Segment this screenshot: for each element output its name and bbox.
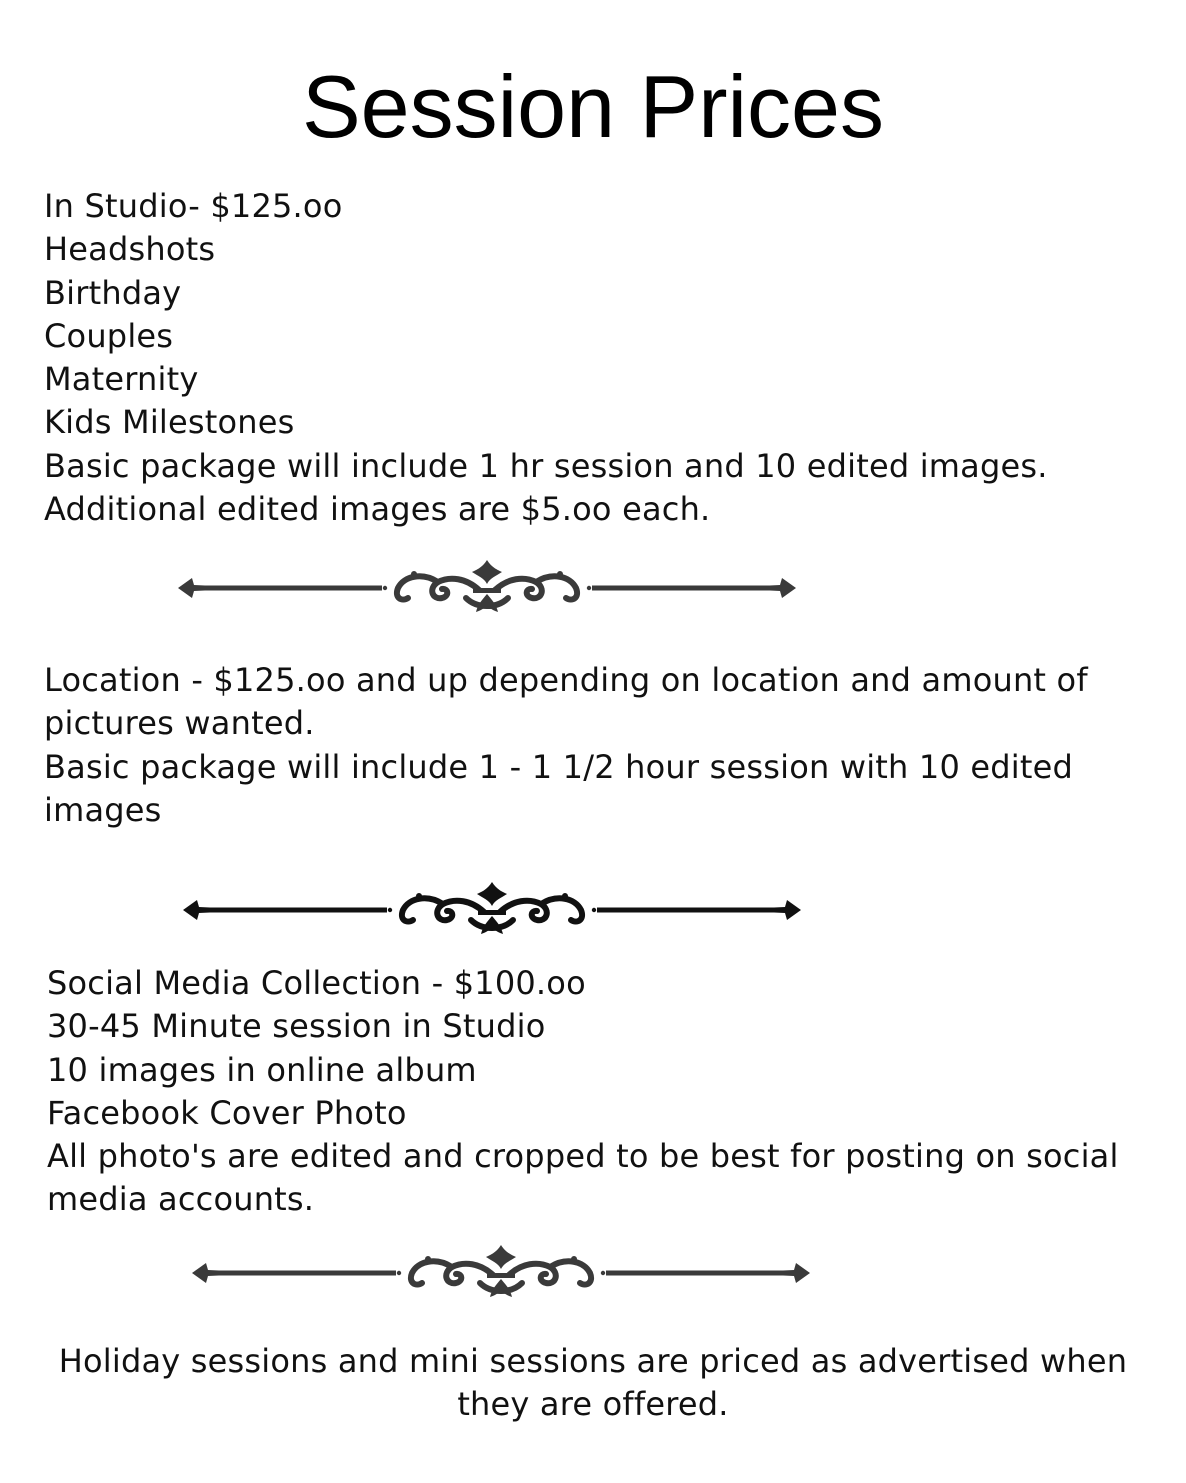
in-studio-package-text: Basic package will include 1 hr session and 10 edited images. [44,446,1048,485]
ornamental-divider-icon [181,880,803,940]
list-item: 30-45 Minute session in Studio [47,1007,546,1046]
holiday-note: Holiday sessions and mini sessions are priced as advertised when they are offered. [58,1342,1128,1424]
list-item: Birthday [44,273,182,312]
list-item: Headshots [44,230,216,269]
location-package-text: Basic package will include 1 - 1 1/2 hour session with 10 edited images [44,747,1074,829]
ornamental-divider-icon [176,558,798,618]
list-item: Maternity [44,360,199,399]
social-media-price: Social Media Collection - $100.oo [47,964,586,1002]
holiday-section [40,1340,1146,1427]
in-studio-price: In Studio- $125.oo [44,187,343,225]
in-studio-additional-text: Additional edited images are $5.oo each. [44,490,711,529]
list-item: Kids Milestones [44,403,295,442]
list-item: Facebook Cover Photo [47,1093,407,1132]
ornamental-divider-icon [190,1243,812,1303]
page-title: Session Prices [301,57,884,156]
social-media-section [47,962,1157,1222]
location-price-text: Location - $125.oo and up depending on location and amount of pictures wanted. [44,661,1088,743]
in-studio-section [44,185,1164,531]
list-item: Couples [44,316,174,355]
location-section [44,659,1104,832]
social-media-note: All photo's are edited and cropped to be best for posting on social media accounts. [47,1137,1119,1219]
list-item: 10 images in online album [47,1050,477,1089]
